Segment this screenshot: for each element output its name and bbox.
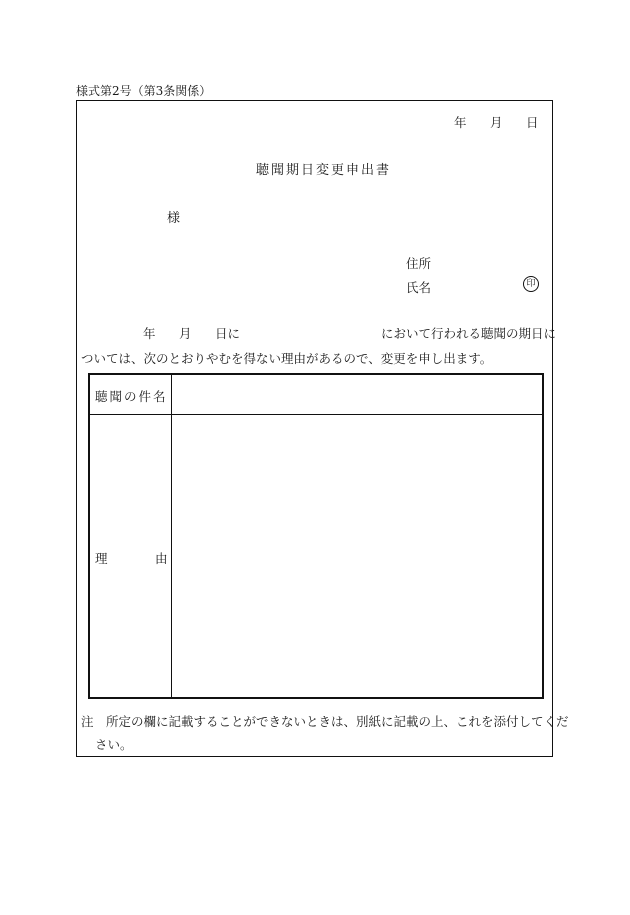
body-line1-tail: において行われる聴聞の期日に bbox=[381, 326, 557, 341]
subject-label: 聴聞の件名 bbox=[95, 389, 168, 404]
detail-table bbox=[88, 373, 544, 699]
note-line-1: 注 所定の欄に記載することができないときは、別紙に記載の上、これを添付してくだ bbox=[81, 714, 569, 729]
body-line2: ついては、次のとおりやむを得ない理由があるので、変更を申し出ます。 bbox=[81, 351, 493, 366]
date-year-label: 年 bbox=[454, 115, 467, 130]
form-number-label: 様式第2号（第3条関係） bbox=[76, 84, 212, 98]
date-month-label: 月 bbox=[490, 115, 503, 130]
table-column-divider bbox=[171, 375, 172, 697]
addressee-suffix: 様 bbox=[167, 211, 181, 226]
name-label: 氏名 bbox=[406, 280, 432, 295]
body-month-label: 月 bbox=[179, 326, 192, 341]
reason-label-1: 理 bbox=[95, 551, 108, 566]
seal-mark: 印 bbox=[523, 276, 539, 292]
reason-label-2: 由 bbox=[155, 551, 168, 566]
table-row-divider bbox=[88, 414, 544, 415]
body-year-label: 年 bbox=[143, 326, 156, 341]
date-day-label: 日 bbox=[526, 115, 539, 130]
note-line-2: さい。 bbox=[95, 737, 133, 752]
body-day-label: 日に bbox=[215, 326, 241, 341]
document-title: 聴聞期日変更申出書 bbox=[256, 163, 392, 178]
address-label: 住所 bbox=[406, 256, 432, 271]
